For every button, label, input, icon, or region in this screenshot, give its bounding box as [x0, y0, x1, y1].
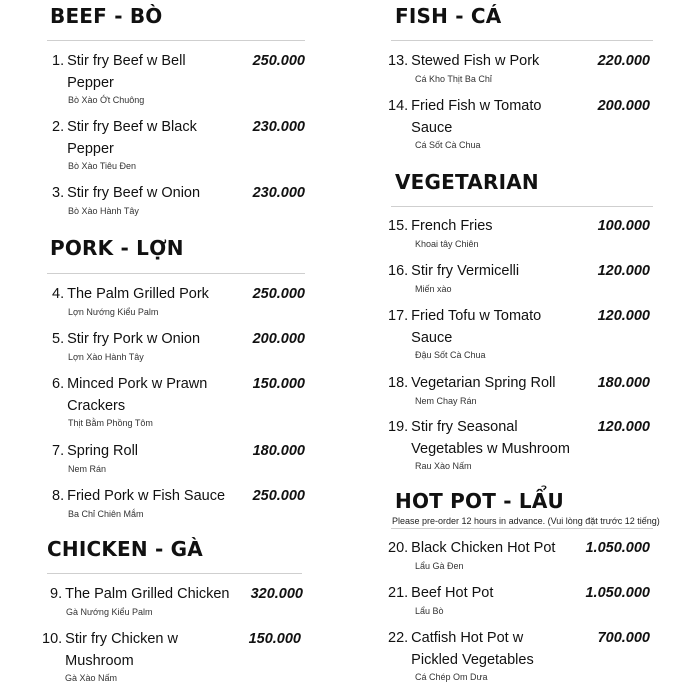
item-vietnamese-name: Đậu Sốt Cà Chua — [415, 350, 486, 360]
section-title-vegetarian: VEGETARIAN — [395, 170, 539, 194]
item-number: 22. — [388, 630, 409, 646]
item-price: 250.000 — [252, 53, 305, 69]
item-price: 700.000 — [597, 630, 650, 646]
section-title-chicken: CHICKEN - GÀ — [47, 537, 203, 561]
item-name: Spring Roll — [67, 443, 139, 459]
item-name: Beef Hot Pot — [411, 585, 494, 601]
item-number: 7. — [52, 443, 65, 459]
item-number: 8. — [52, 488, 65, 504]
item-name: Catfish Hot Pot w Pickled Vegetables — [411, 630, 534, 668]
item-name: Stir fry Beef w Onion — [67, 185, 201, 201]
item-vietnamese-name: Thịt Bằm Phồng Tôm — [68, 418, 153, 428]
menu-item — [52, 51, 305, 106]
menu-item — [52, 441, 305, 475]
item-number: 18. — [388, 375, 409, 391]
item-price: 150.000 — [252, 376, 305, 392]
item-price: 250.000 — [252, 488, 305, 504]
item-vietnamese-name: Lẩu Gà Đen — [415, 560, 464, 571]
item-name: Fried Tofu w Tomato Sauce — [411, 308, 542, 346]
item-name: Stir fry Beef w Bell Pepper — [67, 53, 186, 91]
pre-order-note: Please pre-order 12 hours in advance. (Vui lòng đặt trước 12 tiếng) — [392, 516, 660, 526]
item-vietnamese-name: Bò Xào Ớt Chuông — [68, 95, 145, 105]
item-vietnamese-name: Cá Chép Om Dưa — [415, 672, 488, 682]
menu-item — [388, 306, 650, 361]
section-title-hot-pot: HOT POT - LẨU — [395, 489, 564, 513]
item-vietnamese-name: Ba Chỉ Chiên Mắm — [68, 508, 144, 519]
item-name: Fried Pork w Fish Sauce — [67, 488, 226, 504]
item-price: 120.000 — [597, 308, 650, 324]
section-divider — [391, 528, 653, 529]
item-price: 150.000 — [248, 631, 301, 647]
section-title-pork: PORK - LỢN — [50, 236, 184, 260]
menu-item — [50, 584, 303, 618]
item-name: Stir fry Beef w Black Pepper — [67, 119, 197, 157]
menu-item — [52, 374, 305, 429]
item-price: 230.000 — [252, 119, 305, 135]
item-name: French Fries — [411, 218, 493, 234]
menu-item — [52, 183, 305, 217]
menu-item — [52, 284, 305, 318]
item-vietnamese-name: Lợn Nướng Kiểu Palm — [68, 306, 159, 317]
menu-item — [52, 486, 305, 520]
item-number: 13. — [388, 53, 409, 69]
section-title-beef: BEEF - BÒ — [50, 4, 163, 28]
section-divider — [47, 273, 305, 274]
menu-item — [388, 628, 650, 683]
item-number: 21. — [388, 585, 409, 601]
item-name: Fried Fish w Tomato Sauce — [411, 98, 542, 136]
item-name: Stir fry Chicken w Mushroom — [65, 631, 178, 669]
item-vietnamese-name: Rau Xào Nấm — [415, 461, 472, 471]
item-name: Black Chicken Hot Pot — [411, 540, 556, 556]
item-price: 230.000 — [252, 185, 305, 201]
item-name: Stir fry Pork w Onion — [67, 331, 201, 347]
item-number: 15. — [388, 218, 409, 234]
menu-item — [388, 583, 650, 617]
item-price: 120.000 — [597, 263, 650, 279]
section-divider — [391, 206, 653, 207]
menu-item — [388, 51, 650, 85]
menu-item — [42, 629, 301, 684]
item-vietnamese-name: Bò Xào Hành Tây — [68, 205, 139, 216]
item-vietnamese-name: Lợn Xào Hành Tây — [68, 351, 144, 362]
section-divider — [47, 40, 305, 41]
menu-item — [388, 373, 650, 407]
menu-item — [388, 261, 650, 295]
item-price: 220.000 — [597, 53, 650, 69]
item-vietnamese-name: Gà Nướng Kiểu Palm — [66, 606, 153, 617]
item-vietnamese-name: Gà Xào Nấm — [65, 673, 118, 683]
item-number: 19. — [388, 419, 409, 435]
item-price: 200.000 — [252, 331, 305, 347]
item-number: 17. — [388, 308, 409, 324]
menu-item — [388, 417, 650, 472]
item-name: Stewed Fish w Pork — [411, 53, 540, 69]
section-title-fish: FISH - CÁ — [395, 4, 502, 28]
menu-item — [388, 538, 650, 572]
item-vietnamese-name: Bò Xào Tiêu Đen — [68, 161, 137, 171]
item-name: Stir fry Vermicelli — [411, 263, 520, 279]
item-number: 9. — [50, 586, 63, 602]
item-vietnamese-name: Cá Kho Thịt Ba Chỉ — [415, 73, 492, 84]
item-price: 250.000 — [252, 286, 305, 302]
item-price: 1.050.000 — [585, 585, 650, 601]
item-vietnamese-name: Nem Rán — [68, 463, 107, 474]
section-divider — [391, 40, 653, 41]
item-number: 10. — [42, 631, 63, 647]
item-price: 180.000 — [597, 375, 650, 391]
item-vietnamese-name: Miến xào — [415, 283, 452, 294]
item-price: 320.000 — [250, 586, 303, 602]
item-vietnamese-name: Nem Chay Rán — [415, 395, 477, 406]
menu-item — [52, 117, 305, 172]
item-number: 14. — [388, 98, 409, 114]
item-name: Stir fry Seasonal Vegetables w Mushroom — [411, 419, 570, 457]
section-divider — [47, 573, 302, 574]
item-price: 180.000 — [252, 443, 305, 459]
menu-item — [52, 329, 305, 363]
item-vietnamese-name: Cá Sốt Cà Chua — [415, 140, 481, 150]
item-name: Minced Pork w Prawn Crackers — [67, 376, 208, 414]
item-vietnamese-name: Lẩu Bò — [415, 605, 444, 616]
item-number: 3. — [52, 185, 65, 201]
menu-item — [388, 96, 650, 151]
item-price: 1.050.000 — [585, 540, 650, 556]
item-number: 2. — [52, 119, 65, 135]
item-number: 4. — [52, 286, 65, 302]
item-name: The Palm Grilled Pork — [67, 286, 209, 302]
item-price: 100.000 — [597, 218, 650, 234]
menu-item — [388, 216, 650, 250]
item-name: Vegetarian Spring Roll — [411, 375, 556, 391]
item-number: 5. — [52, 331, 65, 347]
item-number: 16. — [388, 263, 409, 279]
item-price: 120.000 — [597, 419, 650, 435]
item-number: 6. — [52, 376, 65, 392]
item-price: 200.000 — [597, 98, 650, 114]
item-vietnamese-name: Khoai tây Chiên — [415, 238, 479, 249]
item-number: 20. — [388, 540, 409, 556]
item-number: 1. — [52, 53, 65, 69]
item-name: The Palm Grilled Chicken — [65, 586, 230, 602]
